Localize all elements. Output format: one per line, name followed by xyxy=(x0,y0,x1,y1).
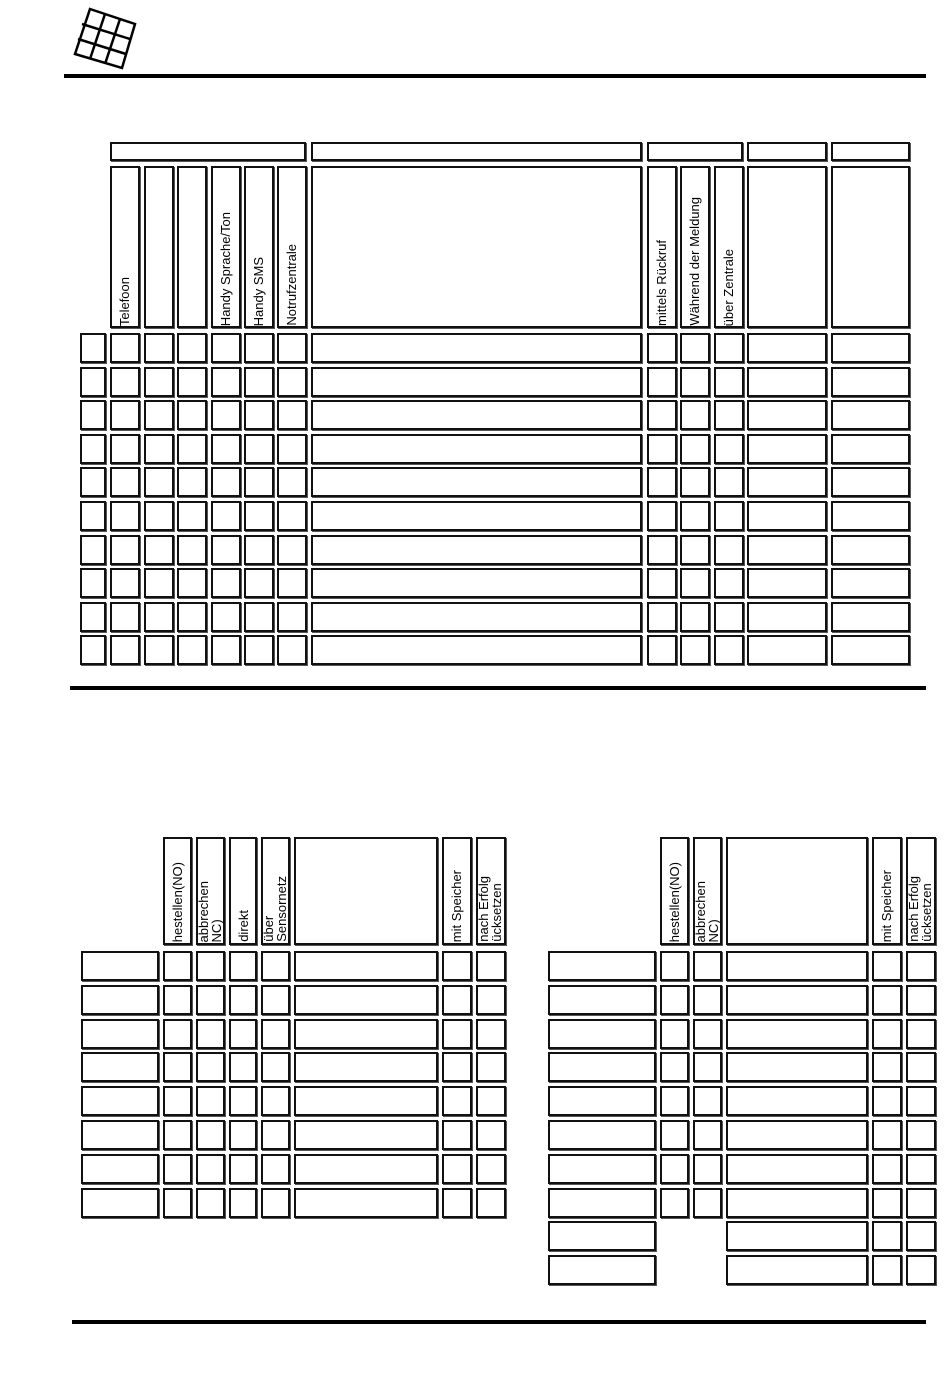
table-cell[interactable] xyxy=(714,501,744,531)
table-cell[interactable] xyxy=(476,1188,506,1218)
table-cell[interactable] xyxy=(261,1188,290,1218)
table-cell[interactable] xyxy=(647,434,677,464)
table-cell[interactable] xyxy=(831,367,910,397)
table-cell[interactable] xyxy=(244,400,274,430)
table-cell[interactable] xyxy=(680,635,710,665)
table-cell[interactable] xyxy=(747,367,827,397)
table-cell[interactable] xyxy=(442,951,472,981)
table-cell[interactable] xyxy=(211,333,241,363)
table-cell[interactable] xyxy=(647,400,677,430)
table-cell[interactable] xyxy=(660,1019,689,1049)
row-index-cell[interactable] xyxy=(80,434,106,464)
column-label-5: über Sensornetz xyxy=(261,876,289,942)
table-cell[interactable] xyxy=(244,467,274,497)
table-cell[interactable] xyxy=(906,1188,936,1218)
column-header-2 xyxy=(144,166,174,328)
table-cell[interactable] xyxy=(311,434,642,464)
table-cell[interactable] xyxy=(831,333,910,363)
table-cell[interactable] xyxy=(294,1052,438,1082)
table-cell[interactable] xyxy=(747,333,827,363)
table-cell[interactable] xyxy=(110,400,140,430)
column-label-9: Während der Meldung xyxy=(687,197,702,326)
table-cell[interactable] xyxy=(277,333,307,363)
table-cell[interactable] xyxy=(714,568,744,598)
table-cell[interactable] xyxy=(211,400,241,430)
table-cell[interactable] xyxy=(872,1019,902,1049)
row-index-cell[interactable] xyxy=(80,467,106,497)
table-cell[interactable] xyxy=(229,1019,257,1049)
table-cell[interactable] xyxy=(693,951,722,981)
table-cell[interactable] xyxy=(229,1086,257,1116)
table-cell[interactable] xyxy=(747,535,827,565)
group-header-description xyxy=(311,142,642,161)
table-cell[interactable] xyxy=(831,568,910,598)
row-label-cell[interactable] xyxy=(81,985,159,1015)
table-cell[interactable] xyxy=(110,602,140,632)
table-cell[interactable] xyxy=(311,367,642,397)
table-cell[interactable] xyxy=(144,501,174,531)
table-cell[interactable] xyxy=(680,501,710,531)
table-cell[interactable] xyxy=(110,635,140,665)
table-cell[interactable] xyxy=(277,434,307,464)
column-label-2: hestellen(NO) xyxy=(170,861,185,942)
table-cell[interactable] xyxy=(726,1188,868,1218)
table-cell[interactable] xyxy=(177,333,207,363)
table-cell[interactable] xyxy=(196,1154,225,1184)
table-cell[interactable] xyxy=(831,400,910,430)
table-cell[interactable] xyxy=(277,602,307,632)
table-cell[interactable] xyxy=(714,635,744,665)
table-cell[interactable] xyxy=(476,1120,506,1150)
table-cell[interactable] xyxy=(110,333,140,363)
table-cell[interactable] xyxy=(163,951,192,981)
group-header-notification xyxy=(110,142,306,161)
table-cell[interactable] xyxy=(693,1019,722,1049)
table-cell[interactable] xyxy=(229,1154,257,1184)
table-cell[interactable] xyxy=(229,985,257,1015)
table-cell[interactable] xyxy=(177,434,207,464)
table-cell[interactable] xyxy=(476,985,506,1015)
table-cell[interactable] xyxy=(211,367,241,397)
table-cell[interactable] xyxy=(726,951,868,981)
table-cell[interactable] xyxy=(872,951,902,981)
table-cell[interactable] xyxy=(647,635,677,665)
table-cell[interactable] xyxy=(196,985,225,1015)
middle-rule xyxy=(70,686,926,690)
table-cell[interactable] xyxy=(261,1086,290,1116)
table-cell[interactable] xyxy=(831,467,910,497)
row-label-cell[interactable] xyxy=(548,985,656,1015)
table-cell[interactable] xyxy=(726,1255,868,1285)
table-cell[interactable] xyxy=(144,568,174,598)
table-cell[interactable] xyxy=(693,1154,722,1184)
row-label-cell[interactable] xyxy=(548,1019,656,1049)
table-cell[interactable] xyxy=(163,1019,192,1049)
table-cell[interactable] xyxy=(476,951,506,981)
table-cell[interactable] xyxy=(442,1019,472,1049)
table-cell[interactable] xyxy=(196,1052,225,1082)
table-cell[interactable] xyxy=(196,1019,225,1049)
row-index-cell[interactable] xyxy=(80,635,106,665)
table-cell[interactable] xyxy=(831,635,910,665)
table-cell[interactable] xyxy=(726,985,868,1015)
table-cell[interactable] xyxy=(277,501,307,531)
row-label-cell[interactable] xyxy=(81,1188,159,1218)
table-cell[interactable] xyxy=(647,467,677,497)
group-header-extra-2 xyxy=(831,142,910,161)
table-cell[interactable] xyxy=(177,602,207,632)
table-cell[interactable] xyxy=(110,501,140,531)
table-cell[interactable] xyxy=(680,568,710,598)
row-label-cell[interactable] xyxy=(548,1120,656,1150)
table-cell[interactable] xyxy=(211,602,241,632)
table-cell[interactable] xyxy=(177,635,207,665)
row-label-cell[interactable] xyxy=(81,951,159,981)
table-cell[interactable] xyxy=(647,501,677,531)
row-label-cell[interactable] xyxy=(81,1154,159,1184)
column-label-3: abbrechen NC) xyxy=(693,880,721,942)
table-cell[interactable] xyxy=(906,1019,936,1049)
column-label-2: hestellen(NO) xyxy=(667,861,682,942)
group-header-confirmation xyxy=(647,142,743,161)
column-label-4: direkt xyxy=(236,910,251,942)
table-cell[interactable] xyxy=(163,1120,192,1150)
table-cell[interactable] xyxy=(872,1086,902,1116)
table-cell[interactable] xyxy=(476,1019,506,1049)
row-label-cell[interactable] xyxy=(548,951,656,981)
table-cell[interactable] xyxy=(476,1052,506,1082)
table-cell[interactable] xyxy=(747,568,827,598)
column-label-5: Handy SMS xyxy=(251,256,266,326)
table-cell[interactable] xyxy=(442,1188,472,1218)
table-cell[interactable] xyxy=(244,635,274,665)
table-cell[interactable] xyxy=(211,434,241,464)
row-label-cell[interactable] xyxy=(81,1052,159,1082)
table-cell[interactable] xyxy=(442,1052,472,1082)
row-label-cell[interactable] xyxy=(548,1188,656,1218)
table-cell[interactable] xyxy=(144,333,174,363)
table-cell[interactable] xyxy=(906,951,936,981)
table-cell[interactable] xyxy=(244,568,274,598)
table-cell[interactable] xyxy=(261,1052,290,1082)
row-label-cell[interactable] xyxy=(81,1086,159,1116)
table-cell[interactable] xyxy=(714,434,744,464)
table-cell[interactable] xyxy=(144,535,174,565)
table-cell[interactable] xyxy=(714,602,744,632)
header-rule xyxy=(64,74,926,78)
table-cell[interactable] xyxy=(277,635,307,665)
table-cell[interactable] xyxy=(163,1052,192,1082)
column-label-4: Handy Sprache/Ton xyxy=(218,211,233,326)
row-index-cell[interactable] xyxy=(80,501,106,531)
table-cell[interactable] xyxy=(831,535,910,565)
table-cell[interactable] xyxy=(872,1255,902,1285)
table-cell[interactable] xyxy=(693,985,722,1015)
table-cell[interactable] xyxy=(906,1052,936,1082)
table-cell[interactable] xyxy=(714,400,744,430)
table-cell[interactable] xyxy=(177,400,207,430)
table-cell[interactable] xyxy=(872,1221,902,1251)
table-cell[interactable] xyxy=(244,434,274,464)
column-header-3 xyxy=(177,166,207,328)
table-cell[interactable] xyxy=(277,400,307,430)
table-cell[interactable] xyxy=(277,568,307,598)
table-cell[interactable] xyxy=(294,985,438,1015)
table-cell[interactable] xyxy=(311,501,642,531)
row-index-cell[interactable] xyxy=(80,333,106,363)
table-cell[interactable] xyxy=(311,635,642,665)
row-index-cell[interactable] xyxy=(80,535,106,565)
table-cell[interactable] xyxy=(110,467,140,497)
table-cell[interactable] xyxy=(211,467,241,497)
table-cell[interactable] xyxy=(163,1154,192,1184)
table-cell[interactable] xyxy=(726,1052,868,1082)
table-cell[interactable] xyxy=(196,1188,225,1218)
table-cell[interactable] xyxy=(714,535,744,565)
table-cell[interactable] xyxy=(714,467,744,497)
table-cell[interactable] xyxy=(261,985,290,1015)
table-cell[interactable] xyxy=(229,1188,257,1218)
table-cell[interactable] xyxy=(660,1188,689,1218)
table-cell[interactable] xyxy=(906,985,936,1015)
table-cell[interactable] xyxy=(261,951,290,981)
table-cell[interactable] xyxy=(726,1221,868,1251)
column-label-10: über Zentrale xyxy=(721,248,736,326)
table-cell[interactable] xyxy=(163,1188,192,1218)
table-cell[interactable] xyxy=(680,467,710,497)
table-cell[interactable] xyxy=(660,1052,689,1082)
table-cell[interactable] xyxy=(726,1086,868,1116)
table-cell[interactable] xyxy=(442,1154,472,1184)
table-cell[interactable] xyxy=(680,434,710,464)
table-cell[interactable] xyxy=(660,951,689,981)
table-cell[interactable] xyxy=(196,1086,225,1116)
table-cell[interactable] xyxy=(660,1086,689,1116)
table-cell[interactable] xyxy=(647,602,677,632)
column-label-3: abbrechen NC) xyxy=(196,880,224,942)
table-cell[interactable] xyxy=(660,985,689,1015)
row-label-cell[interactable] xyxy=(548,1052,656,1082)
table-cell[interactable] xyxy=(229,1052,257,1082)
table-cell[interactable] xyxy=(660,1154,689,1184)
row-label-cell[interactable] xyxy=(548,1255,656,1285)
table-cell[interactable] xyxy=(680,535,710,565)
table-cell[interactable] xyxy=(660,1120,689,1150)
table-cell[interactable] xyxy=(647,535,677,565)
table-cell[interactable] xyxy=(747,635,827,665)
table-cell[interactable] xyxy=(177,467,207,497)
table-cell[interactable] xyxy=(229,1120,257,1150)
table-cell[interactable] xyxy=(906,1086,936,1116)
table-cell[interactable] xyxy=(110,434,140,464)
table-cell[interactable] xyxy=(244,501,274,531)
row-label-cell[interactable] xyxy=(548,1221,656,1251)
table-cell[interactable] xyxy=(144,400,174,430)
table-cell[interactable] xyxy=(872,985,902,1015)
table-cell[interactable] xyxy=(163,985,192,1015)
table-cell[interactable] xyxy=(747,400,827,430)
company-logo-icon xyxy=(70,4,140,74)
table-cell[interactable] xyxy=(747,602,827,632)
table-cell[interactable] xyxy=(693,1188,722,1218)
table-cell[interactable] xyxy=(747,434,827,464)
table-cell[interactable] xyxy=(747,467,827,497)
table-cell[interactable] xyxy=(244,367,274,397)
table-cell[interactable] xyxy=(177,568,207,598)
row-index-cell[interactable] xyxy=(80,367,106,397)
table-cell[interactable] xyxy=(144,602,174,632)
table-cell[interactable] xyxy=(906,1221,936,1251)
table-cell[interactable] xyxy=(294,951,438,981)
table-cell[interactable] xyxy=(110,535,140,565)
table-cell[interactable] xyxy=(872,1154,902,1184)
table-cell[interactable] xyxy=(726,1120,868,1150)
column-header-7 xyxy=(311,166,642,328)
footer-rule xyxy=(72,1320,926,1324)
table-cell[interactable] xyxy=(680,333,710,363)
table-cell[interactable] xyxy=(693,1086,722,1116)
table-cell[interactable] xyxy=(261,1019,290,1049)
table-cell[interactable] xyxy=(244,333,274,363)
table-cell[interactable] xyxy=(680,400,710,430)
table-cell[interactable] xyxy=(311,568,642,598)
table-cell[interactable] xyxy=(261,1154,290,1184)
table-cell[interactable] xyxy=(211,635,241,665)
table-cell[interactable] xyxy=(277,367,307,397)
table-cell[interactable] xyxy=(311,535,642,565)
table-cell[interactable] xyxy=(906,1255,936,1285)
table-cell[interactable] xyxy=(244,535,274,565)
table-cell[interactable] xyxy=(294,1188,438,1218)
table-cell[interactable] xyxy=(196,1120,225,1150)
table-cell[interactable] xyxy=(294,1154,438,1184)
table-cell[interactable] xyxy=(277,467,307,497)
column-label-8: mittels Rückruf xyxy=(654,240,669,326)
table-cell[interactable] xyxy=(294,1086,438,1116)
table-cell[interactable] xyxy=(144,367,174,397)
column-header-12 xyxy=(831,166,910,328)
table-cell[interactable] xyxy=(831,501,910,531)
table-cell[interactable] xyxy=(144,467,174,497)
column-label-1: Telefoon xyxy=(117,276,132,326)
table-cell[interactable] xyxy=(311,467,642,497)
table-cell[interactable] xyxy=(693,1120,722,1150)
table-cell[interactable] xyxy=(442,1120,472,1150)
row-index-cell[interactable] xyxy=(80,568,106,598)
table-cell[interactable] xyxy=(747,501,827,531)
table-cell[interactable] xyxy=(872,1120,902,1150)
group-header-extra-1 xyxy=(747,142,827,161)
table-cell[interactable] xyxy=(211,501,241,531)
table-cell[interactable] xyxy=(726,1019,868,1049)
table-cell[interactable] xyxy=(177,535,207,565)
table-cell[interactable] xyxy=(211,568,241,598)
table-cell[interactable] xyxy=(177,501,207,531)
table-cell[interactable] xyxy=(144,635,174,665)
table-cell[interactable] xyxy=(442,985,472,1015)
row-label-cell[interactable] xyxy=(81,1120,159,1150)
table-cell[interactable] xyxy=(647,333,677,363)
table-cell[interactable] xyxy=(196,951,225,981)
table-cell[interactable] xyxy=(714,333,744,363)
table-cell[interactable] xyxy=(726,1154,868,1184)
table-cell[interactable] xyxy=(244,602,274,632)
row-label-cell[interactable] xyxy=(81,1019,159,1049)
table-cell[interactable] xyxy=(906,1154,936,1184)
table-cell[interactable] xyxy=(476,1086,506,1116)
row-label-cell[interactable] xyxy=(548,1086,656,1116)
column-label-7: mit Speicher xyxy=(449,869,464,942)
table-cell[interactable] xyxy=(144,434,174,464)
table-cell[interactable] xyxy=(311,400,642,430)
table-cell[interactable] xyxy=(693,1052,722,1082)
table-cell[interactable] xyxy=(311,333,642,363)
column-header-6 xyxy=(294,837,438,945)
column-label-8: nach Erfolg ücksetzen xyxy=(476,876,504,942)
table-cell[interactable] xyxy=(831,434,910,464)
table-cell[interactable] xyxy=(110,367,140,397)
table-cell[interactable] xyxy=(872,1052,902,1082)
table-cell[interactable] xyxy=(177,367,207,397)
table-cell[interactable] xyxy=(261,1120,290,1150)
column-label-6: Notrufzentrale xyxy=(284,244,299,326)
row-index-cell[interactable] xyxy=(80,602,106,632)
row-label-cell[interactable] xyxy=(548,1154,656,1184)
table-cell[interactable] xyxy=(647,568,677,598)
column-header-4 xyxy=(726,837,868,945)
column-label-5: mit Speicher xyxy=(879,869,894,942)
row-index-cell[interactable] xyxy=(80,400,106,430)
table-cell[interactable] xyxy=(110,568,140,598)
table-cell[interactable] xyxy=(680,367,710,397)
table-cell[interactable] xyxy=(229,951,257,981)
table-cell[interactable] xyxy=(714,367,744,397)
table-cell[interactable] xyxy=(442,1086,472,1116)
table-cell[interactable] xyxy=(294,1120,438,1150)
table-cell[interactable] xyxy=(906,1120,936,1150)
table-cell[interactable] xyxy=(831,602,910,632)
table-cell[interactable] xyxy=(311,602,642,632)
column-label-6: nach Erfolg ücksetzen xyxy=(906,876,934,942)
table-cell[interactable] xyxy=(277,535,307,565)
column-header-11 xyxy=(747,166,827,328)
table-cell[interactable] xyxy=(647,367,677,397)
table-cell[interactable] xyxy=(476,1154,506,1184)
table-cell[interactable] xyxy=(680,602,710,632)
table-cell[interactable] xyxy=(211,535,241,565)
table-cell[interactable] xyxy=(872,1188,902,1218)
table-cell[interactable] xyxy=(163,1086,192,1116)
table-cell[interactable] xyxy=(294,1019,438,1049)
